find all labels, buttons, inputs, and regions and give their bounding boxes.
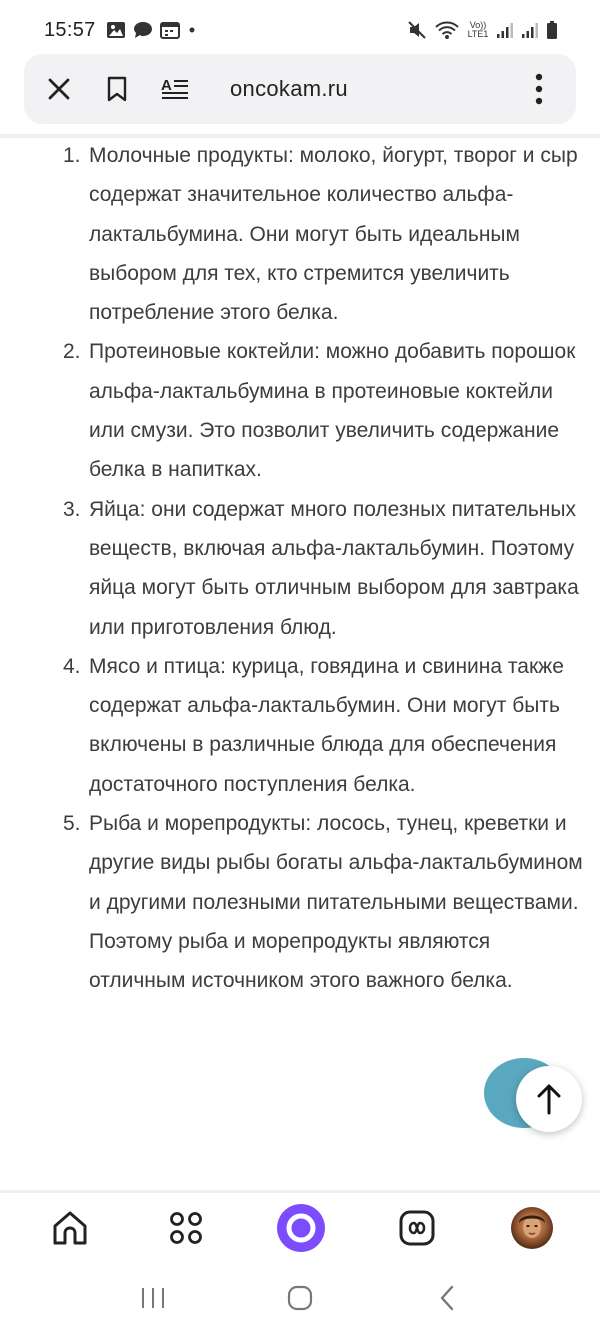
dot-icon (187, 21, 197, 39)
food-list (0, 138, 600, 1001)
back-icon (438, 1285, 456, 1311)
list-item (0, 332, 600, 489)
reader-mode-button[interactable] (146, 54, 204, 124)
status-system-icons (407, 20, 558, 40)
url-text[interactable]: oncokam.ru (230, 76, 348, 101)
list-item (0, 647, 600, 804)
browser-address-bar (24, 54, 576, 124)
alice-button[interactable] (279, 1206, 323, 1250)
status-bar (0, 0, 600, 60)
recents-icon (140, 1286, 166, 1310)
scroll-to-top-button[interactable] (516, 1066, 582, 1132)
list-item-number: 3. (63, 497, 81, 521)
avatar (511, 1207, 553, 1249)
bookmark-icon (106, 76, 128, 102)
svg-text:A: A (161, 77, 172, 94)
profile-button[interactable] (510, 1206, 554, 1250)
more-menu-button[interactable] (510, 54, 568, 124)
chat-icon (133, 21, 153, 39)
battery-icon (546, 20, 558, 40)
arrow-up-icon (536, 1083, 562, 1115)
list-item-number: 5. (63, 812, 81, 836)
apps-button[interactable] (164, 1206, 208, 1250)
tabs-button[interactable] (395, 1206, 439, 1250)
list-item-text: Яйца: они содержат много полезных питательных веществ, включая альфа-лактальбумин. Поэтому яйца могут быть отличным выбором для завтрака или приготовления блюд. (89, 497, 579, 639)
list-item (0, 138, 600, 332)
recents-button[interactable] (133, 1278, 173, 1318)
bottom-nav (0, 1193, 600, 1263)
back-button[interactable] (427, 1278, 467, 1318)
home-icon (51, 1209, 89, 1247)
article-content[interactable] (0, 138, 600, 1192)
signal-icon (496, 20, 514, 40)
wifi-icon (434, 20, 460, 40)
calendar-icon (160, 21, 180, 39)
bookmark-button[interactable] (88, 54, 146, 124)
list-item-text: Мясо и птица: курица, говядина и свинина также содержат альфа-лактальбумин. Они могут быть включены в различные блюда для обеспечения достаточного поступления белка. (89, 654, 564, 796)
list-item-number: 1. (63, 144, 81, 167)
system-nav-bar (0, 1264, 600, 1332)
reader-mode-icon (161, 76, 189, 102)
list-item-text: Молочные продукты: молоко, йогурт, творог и сыр содержат значительное количество альфа-лактальбумина. Они могут быть идеальным выбором для тех, кто стремится увеличить потребление этого белка. (89, 144, 578, 325)
status-notification-icons (106, 21, 197, 39)
tabs-icon (398, 1209, 436, 1247)
system-home-button[interactable] (280, 1278, 320, 1318)
status-time: 15:57 (44, 18, 96, 41)
list-item-number: 4. (63, 654, 81, 678)
list-item-text: Рыба и морепродукты: лосось, тунец, креветки и другие виды рыбы богаты альфа-лактальбумином и другими полезными питательными веществами. Поэтому рыба и морепродукты являются отличным источником этого важного белка. (89, 812, 583, 993)
list-item-number: 2. (63, 340, 81, 364)
list-item (0, 804, 600, 1000)
image-icon (106, 21, 126, 39)
more-icon (535, 73, 543, 105)
alice-icon (277, 1204, 325, 1252)
list-item (0, 490, 600, 647)
mute-icon (407, 20, 427, 40)
signal-icon-2 (521, 20, 539, 40)
home-button[interactable] (48, 1206, 92, 1250)
volte-icon: Vo)) LTE1 (467, 20, 489, 39)
list-item-text: Протеиновые коктейли: можно добавить порошок альфа-лактальбумина в протеиновые коктейли или смузи. Это позволит увеличить содержание белка в напитках. (89, 340, 576, 482)
close-button[interactable] (30, 54, 88, 124)
apps-grid-icon (169, 1211, 203, 1245)
close-icon (47, 77, 71, 101)
home-button-icon (287, 1285, 313, 1311)
